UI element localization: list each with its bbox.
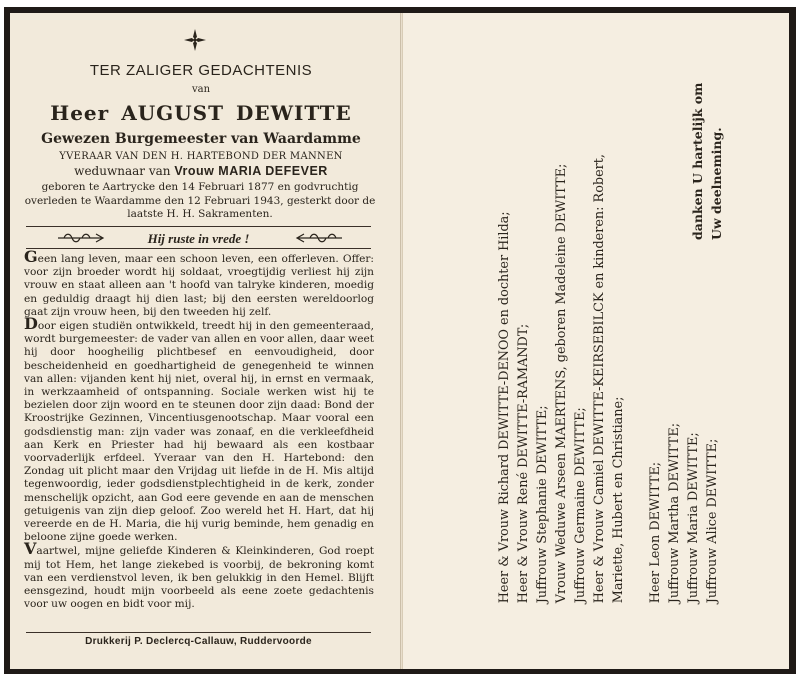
family-line: Heer & Vrouw Richard DEWITTE-DENOO en dochter Hilda; <box>497 211 512 603</box>
thanks-text <box>688 40 726 240</box>
thanks-line-1: danken U hartelijk om <box>690 82 705 240</box>
drop-cap: D <box>24 314 38 334</box>
rule-top <box>26 226 371 227</box>
family-gap <box>628 154 646 603</box>
cross-icon <box>182 28 208 52</box>
family-line: Heer & Vrouw Camiel DEWITTE-KEIRSEBILCK en kinderen: Robert, <box>592 153 607 603</box>
widower-prefix: weduwnaar van <box>74 164 171 178</box>
memorial-heading: TER ZALIGER GEDACHTENIS <box>89 62 313 79</box>
ornament-right-icon <box>294 232 344 244</box>
fold-line <box>400 13 403 669</box>
birth-death-text: geboren te Aartrycke den 14 Februari 1877 en godvruchtig overleden te Waardamme den 12 Februari 1943, gesterkt door de laatste H. H. Sakramenten. <box>24 181 376 220</box>
family-line: Juffrouw Stephanie DEWITTE; <box>535 405 550 603</box>
family-line: Mariette, Hubert en Christiane; <box>611 396 626 603</box>
family-line: Juffrouw Maria DEWITTE; <box>686 432 701 603</box>
eulogy-text <box>24 247 374 611</box>
paragraph-text: een lang leven, maar een schoon leven, een offerleven. Offer: voor zijn broeder wordt hij soldaat, vroegtijdig verliest hij zijn vrouw en staat alleen aan 't hoofd van talryke kinderen, moedig en geduldig draagt hij dien last; bij den eersten wereldoorlog gaat zijn vrouw heen, bij den tweeden hij zelf. <box>24 253 374 318</box>
first-name: AUGUST <box>121 101 224 125</box>
rule-bottom <box>26 248 371 249</box>
honorific: Heer <box>50 101 110 125</box>
family-line: Juffrouw Germaine DEWITTE; <box>573 407 588 603</box>
drop-cap: G <box>24 247 38 266</box>
paragraph-text: oor eigen studiën ontwikkeld, treedt hij in den gemeenteraad, wordt burgemeester: de vader van allen en voor allen, daar weet hij door hoogheilig plichtbesef en eenvoudigheid, door bescheidenheid en goedhartigheid de genegenheid te winnen van allen: vijanden kent hij niet, overal hij, in ernst en vermaak, in werkzaamheid of ontspanning. Sociale werken wist hij te bezielen door zijn woord en te steunen door zijn daad: Bond der Kroostrijke Gezinnen, Vincentiusgenootschap. Maar vooral een godsdienstig man: zijn vader was zonaaf, en die verkleefdheid aan Kerk en Priester had hij bewaard als een kostbaar voorvaderlijk erfdeel. Yveraar van den H. Hartebond: den Zondag uit plicht maar den Vrijdag uit liefde in de H. Mis altijd tegenwoordig, ieder godsdienstplechtigheid in de kerk, zonder menschelijk opzicht, aan God eere gevende en aan de menschen getuigenis van zijn diep geloof. Zoo wereld het H. Hart, dat hij vereerde en de H. Maria, die hij vurig beminde, hem genadig en beloone zijne goede werken. <box>24 320 374 544</box>
drop-cap: V <box>24 539 37 559</box>
family-line: Juffrouw Martha DEWITTE; <box>667 422 682 603</box>
deceased-title: Gewezen Burgemeester van Waardamme <box>41 131 361 147</box>
rest-text: Hij ruste in vrede ! <box>147 231 250 246</box>
eulogy-paragraph-2 <box>24 314 374 544</box>
wife-name: Vrouw MARIA DEFEVER <box>174 164 328 178</box>
last-name: DEWITTE <box>236 101 352 125</box>
family-line: Juffrouw Alice DEWITTE; <box>705 438 720 603</box>
printer-credit: Drukkerij P. Declercq-Callauw, Ruddervoorde <box>85 636 312 647</box>
van-label: van <box>191 84 211 95</box>
family-line: Heer Leon DEWITTE; <box>648 461 663 603</box>
widower-line <box>26 164 376 178</box>
deceased-name <box>26 101 376 125</box>
family-line: Vrouw Weduwe Arseen MAERTENS, geboren Madeleine DEWITTE; <box>554 163 569 603</box>
family-line: Heer & Vrouw René DEWITTE-RAMANDT; <box>516 323 531 603</box>
printer-rule <box>26 632 371 633</box>
yveraar-line: YVERAAR VAN DEN H. HARTEBOND DER MANNEN <box>59 151 343 162</box>
eulogy-paragraph-1 <box>24 247 374 319</box>
thanks-line-2: Uw deelneming. <box>709 127 724 240</box>
eulogy-paragraph-3 <box>24 539 374 611</box>
paragraph-text: aartwel, mijne geliefde Kinderen & Kleinkinderen, God roept mij tot Hem, het lange ziekebed is voorbij, de bekroning komt van een verdienstvol leven, ik ben gelukkig in den Hemel. Blijft eensgezind, houdt mijn voorbeeld als eene zoete gedachtenis voor uw oogen en bidt voor mij. <box>24 545 374 611</box>
